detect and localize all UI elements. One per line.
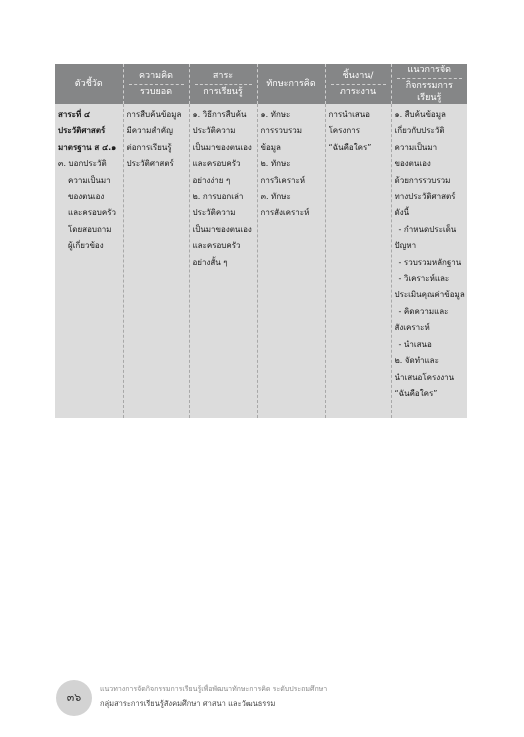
text-line: ๒. จัดทำและ: [394, 356, 439, 366]
text-line: ประวัติความ: [192, 126, 236, 136]
table-header-row: [55, 64, 467, 104]
text-line: สาระที่ ๔: [58, 110, 91, 119]
text-line: - นำเสนอ: [398, 339, 432, 349]
text-line: ๓. บอกประวัติ: [58, 159, 107, 169]
text-line: การวิเคราะห์: [260, 175, 306, 185]
text-line: “ฉันคือใคร”: [328, 142, 372, 152]
text-line: การสังเคราะห์: [260, 208, 310, 218]
text-line: - กำหนดประเด็น: [398, 224, 457, 234]
text-line: นำเสนอโครงงาน: [394, 372, 455, 382]
text-line: - คิดความและ: [398, 306, 449, 316]
page-number: ๓๖: [56, 680, 92, 716]
text-line: - รวบรวมหลักฐาน: [398, 257, 462, 267]
cell-content: [189, 104, 257, 418]
text-line: เกี่ยวกับประวัติ: [394, 126, 445, 136]
text-line: เป็นมาของตนเอง: [192, 142, 252, 152]
text-line: ของตนเอง: [394, 159, 431, 169]
header-concept: ความคิด รวบยอด: [123, 64, 189, 104]
text-line: มีความสำคัญ: [126, 126, 173, 136]
text-line: มาตรฐาน ส ๔.๑: [58, 142, 117, 152]
text-line: ประวัติศาสตร์: [126, 159, 174, 169]
text-line: การนำเสนอ: [328, 110, 370, 119]
text-line: อย่างสั้น ๆ: [192, 257, 228, 267]
cell-thinking-skill: [257, 104, 325, 418]
text-line: ๑. ทักษะ: [260, 110, 291, 119]
header-content: สาระ การเรียนรู้: [189, 64, 257, 104]
text-line: ประวัติความ: [192, 208, 236, 218]
text-line: ความเป็นมา: [68, 175, 111, 185]
text-line: และครอบครัว: [68, 208, 117, 218]
cell-concept: [123, 104, 189, 418]
cell-task: [325, 104, 391, 418]
text-line: อย่างง่าย ๆ: [192, 175, 231, 185]
text-line: การรวบรวม: [260, 126, 303, 136]
text-line: สังเคราะห์: [394, 323, 430, 333]
text-line: ปัญหา: [394, 241, 417, 251]
text-line: เป็นมาของตนเอง: [192, 224, 252, 234]
text-line: ด้วยการรวบรวม: [394, 175, 451, 185]
text-line: และครอบครัว: [192, 241, 241, 251]
text-line: ประเมินคุณค่าข้อมูล: [394, 290, 465, 300]
header-thinking-skill: ทักษะการคิด: [257, 64, 325, 104]
text-line: ผู้เกี่ยวข้อง: [68, 241, 104, 251]
text-line: ประวัติศาสตร์: [58, 126, 106, 136]
cell-indicator: [55, 104, 123, 418]
footer-subject-title: กลุ่มสาระการเรียนรู้สังคมศึกษา ศาสนา และวัฒนธรรม: [100, 699, 276, 708]
text-line: ๑. สืบค้นข้อมูล: [394, 110, 446, 119]
text-line: โครงการ: [328, 126, 360, 136]
text-line: ต่อการเรียนรู้: [126, 142, 172, 152]
header-activity: แนวการจัด กิจกรรมการเรียนรู้: [391, 64, 467, 104]
curriculum-table: [55, 64, 467, 418]
curriculum-table-container: [55, 64, 467, 418]
header-indicator: ตัวชี้วัด: [55, 64, 123, 104]
text-line: ของตนเอง: [68, 192, 105, 202]
table-row: [55, 104, 467, 418]
text-line: ความเป็นมา: [394, 142, 438, 152]
text-line: ๓. ทักษะ: [260, 192, 291, 202]
footer-book-title: แนวทางการจัดกิจกรรมการเรียนรู้เพื่อพัฒนาทักษะการคิด ระดับประถมศึกษา: [100, 685, 328, 693]
text-line: ๒. ทักษะ: [260, 159, 291, 169]
text-line: ๑. วิธีการสืบค้น: [192, 110, 247, 119]
text-line: - วิเคราะห์และ: [398, 274, 450, 284]
text-line: ๒. การบอกเล่า: [192, 192, 244, 202]
header-task: ชิ้นงาน/ ภาระงาน: [325, 64, 391, 104]
text-line: โดยสอบถาม: [68, 224, 112, 234]
text-line: และครอบครัว: [192, 159, 241, 169]
cell-activity: [391, 104, 467, 418]
text-line: ทางประวัติศาสตร์: [394, 192, 456, 202]
text-line: การสืบค้นข้อมูล: [126, 110, 182, 119]
text-line: ดังนี้: [394, 208, 410, 218]
text-line: “ฉันคือใคร”: [394, 388, 438, 398]
text-line: ข้อมูล: [260, 142, 281, 152]
